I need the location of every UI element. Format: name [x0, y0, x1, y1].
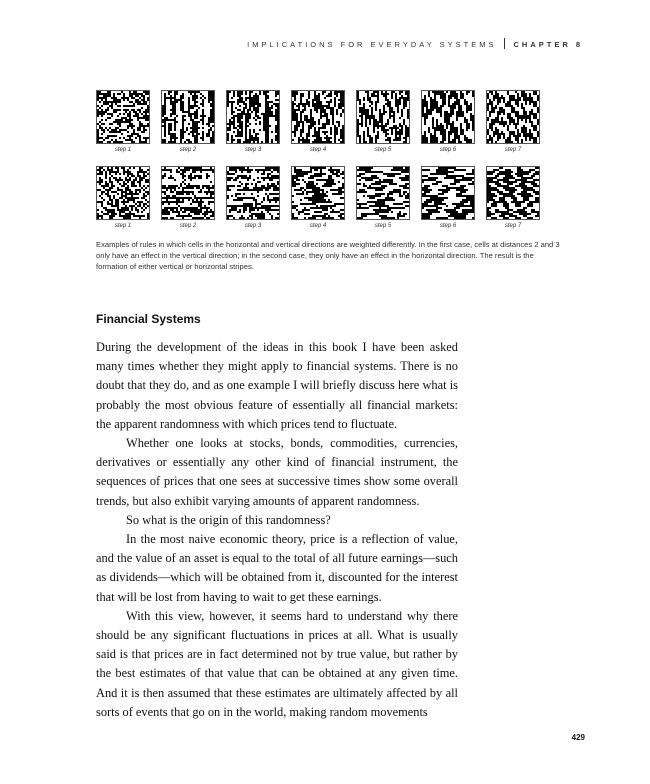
pattern-thumbnail	[421, 166, 475, 229]
step-label: step 4	[309, 223, 327, 229]
pattern-thumbnail	[291, 90, 345, 153]
pattern-image	[291, 90, 345, 144]
pattern-thumbnail	[161, 90, 215, 153]
pattern-image	[486, 166, 540, 220]
pattern-image	[226, 166, 280, 220]
pattern-image	[161, 90, 215, 144]
body-text	[96, 338, 458, 722]
step-label: step 3	[244, 223, 262, 229]
pattern-thumbnail	[226, 90, 280, 153]
step-label: step 2	[179, 223, 197, 229]
section-heading: Financial Systems	[96, 312, 201, 326]
body-paragraph: During the development of the ideas in this book I have been asked many times whether they might apply to financial systems. There is no doubt that they do, and as one example I will briefly discuss here what is probably the most obvious feature of essentially all financial markets: the apparent randomness with which prices tend to fluctuate.	[96, 340, 458, 431]
pattern-image	[291, 166, 345, 220]
step-label: step 1	[114, 147, 132, 153]
figure-caption: Examples of rules in which cells in the horizontal and vertical directions are weighted differently. In the first case, cells at distances 2 and 3 only have an effect in the vertical direction; in the second case, they only have an effect in the horizontal direction. The result is the formation of either vertical or horizontal stripes.	[96, 240, 560, 271]
pattern-thumbnail	[486, 90, 540, 153]
pattern-thumbnail	[161, 166, 215, 229]
figure-row-horizontal-stripes	[96, 166, 542, 238]
pattern-image	[96, 90, 150, 144]
step-label: step 4	[309, 147, 327, 153]
pattern-image	[356, 166, 410, 220]
pattern-thumbnail	[356, 166, 410, 229]
pattern-image	[421, 166, 475, 220]
pattern-image	[226, 90, 280, 144]
pattern-thumbnail	[421, 90, 475, 153]
step-label: step 6	[439, 223, 457, 229]
pattern-thumbnail	[291, 166, 345, 229]
body-paragraph: So what is the origin of this randomness?	[126, 512, 331, 527]
step-label: step 3	[244, 147, 262, 153]
step-label: step 7	[504, 147, 522, 153]
figure-row-vertical-stripes	[96, 90, 542, 162]
step-label: step 7	[504, 223, 522, 229]
running-header	[0, 38, 583, 49]
body-paragraph: With this view, however, it seems hard to understand why there should be any significant fluctuations in prices at all. What is usually said is that prices are in fact determined not by true value, but rather by the best estimates of that value that can be obtained at any given time. And it is then assumed that these estimates are ultimately affected by all sorts of events that go on in the world, making random movements	[96, 608, 458, 719]
pattern-thumbnail	[96, 166, 150, 229]
header-chapter-label: CHAPTER 8	[513, 40, 583, 49]
pattern-image	[421, 90, 475, 144]
stripe-pattern-figure	[96, 90, 542, 238]
pattern-thumbnail	[96, 90, 150, 153]
pattern-image	[161, 166, 215, 220]
body-paragraph: In the most naive economic theory, price is a reflection of value, and the value of an asset is equal to the total of all future earnings—such as dividends—which will be obtained from it, discounted for the interest that will be lost from having to wait to get these earnings.	[96, 532, 458, 604]
step-label: step 6	[439, 147, 457, 153]
pattern-image	[96, 166, 150, 220]
page-number: 429	[571, 733, 585, 742]
pattern-image	[356, 90, 410, 144]
body-paragraph: Whether one looks at stocks, bonds, commodities, currencies, derivatives or essentially any other kind of financial instrument, the sequences of prices that one sees at successive times show some overall trends, but also exhibit varying amounts of apparent randomness.	[96, 436, 458, 508]
step-label: step 2	[179, 147, 197, 153]
header-section-title: IMPLICATIONS FOR EVERYDAY SYSTEMS	[247, 40, 497, 49]
header-separator	[504, 38, 505, 49]
pattern-image	[486, 90, 540, 144]
pattern-thumbnail	[356, 90, 410, 153]
step-label: step 1	[114, 223, 132, 229]
pattern-thumbnail	[486, 166, 540, 229]
step-label: step 5	[374, 223, 392, 229]
pattern-thumbnail	[226, 166, 280, 229]
step-label: step 5	[374, 147, 392, 153]
